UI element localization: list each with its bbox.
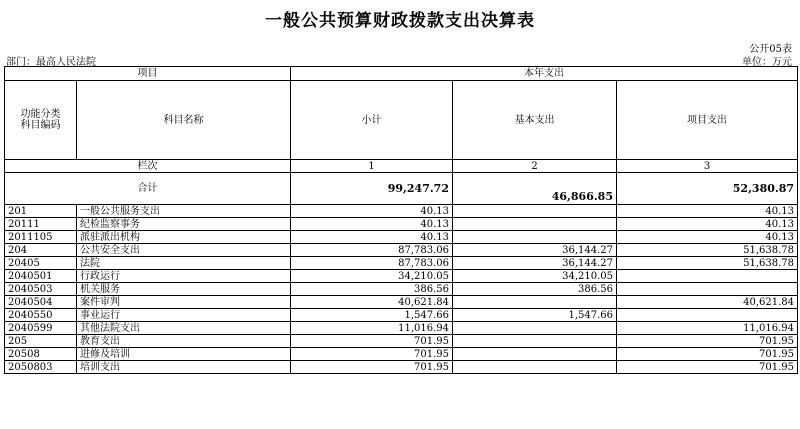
row-basic: 386.56	[453, 283, 617, 296]
row-subject-name: 公共安全支出	[77, 244, 291, 257]
row-subtotal: 40.13	[291, 218, 453, 231]
subject-name-header: 科目名称	[77, 81, 291, 160]
row-code: 20111	[5, 218, 77, 231]
row-code: 20405	[5, 257, 77, 270]
col-number-1: 1	[291, 160, 453, 173]
row-basic	[453, 335, 617, 348]
row-program: 11,016.94	[617, 322, 798, 335]
row-code: 2011105	[5, 231, 77, 244]
row-program: 701.95	[617, 335, 798, 348]
row-code: 2040504	[5, 296, 77, 309]
department-label: 部门：最高人民法院	[6, 57, 96, 68]
col-number-3: 3	[617, 160, 798, 173]
row-subtotal: 701.95	[291, 361, 453, 374]
row-subject-name: 教育支出	[77, 335, 291, 348]
row-subtotal: 40,621.84	[291, 296, 453, 309]
row-program	[617, 270, 798, 283]
table-row	[5, 361, 798, 374]
table-row	[5, 296, 798, 309]
row-basic	[453, 322, 617, 335]
row-program: 40.13	[617, 205, 798, 218]
total-row	[5, 173, 798, 205]
row-subject-name: 其他法院支出	[77, 322, 291, 335]
table-row	[5, 309, 798, 322]
row-program	[617, 283, 798, 296]
current-year-header: 本年支出	[291, 67, 798, 81]
row-subtotal: 701.95	[291, 335, 453, 348]
row-program: 51,638.78	[617, 244, 798, 257]
row-code: 20508	[5, 348, 77, 361]
row-basic	[453, 296, 617, 309]
table-row	[5, 283, 798, 296]
row-code: 201	[5, 205, 77, 218]
row-subject-name: 培训支出	[77, 361, 291, 374]
project-header: 项目	[5, 67, 291, 81]
row-program: 40.13	[617, 218, 798, 231]
row-code: 2040501	[5, 270, 77, 283]
row-subject-name: 案件审判	[77, 296, 291, 309]
row-basic	[453, 231, 617, 244]
row-basic	[453, 361, 617, 374]
row-code: 2040599	[5, 322, 77, 335]
table-row	[5, 348, 798, 361]
row-subtotal: 386.56	[291, 283, 453, 296]
row-code: 204	[5, 244, 77, 257]
row-program: 701.95	[617, 361, 798, 374]
row-subject-name: 一般公共服务支出	[77, 205, 291, 218]
row-subject-name: 纪检监察事务	[77, 218, 291, 231]
row-program: 51,638.78	[617, 257, 798, 270]
row-code: 2040503	[5, 283, 77, 296]
row-basic: 1,547.66	[453, 309, 617, 322]
row-program: 701.95	[617, 348, 798, 361]
row-code: 205	[5, 335, 77, 348]
header-row-2	[5, 81, 798, 160]
table-row	[5, 231, 798, 244]
row-basic: 34,210.05	[453, 270, 617, 283]
row-subtotal: 40.13	[291, 205, 453, 218]
total-basic: 46,866.85	[453, 173, 617, 205]
table-row	[5, 335, 798, 348]
subtotal-header: 小计	[291, 81, 453, 160]
table-row	[5, 205, 798, 218]
total-program: 52,380.87	[617, 173, 798, 205]
report-title: 一般公共预算财政拨款支出决算表	[265, 11, 535, 31]
expenditure-table	[4, 66, 798, 374]
form-code: 公开05表	[749, 44, 792, 55]
row-program: 40,621.84	[617, 296, 798, 309]
row-subtotal: 87,783.06	[291, 244, 453, 257]
row-program: 40.13	[617, 231, 798, 244]
row-subtotal: 87,783.06	[291, 257, 453, 270]
row-subject-name: 法院	[77, 257, 291, 270]
total-label: 合计	[5, 173, 291, 205]
row-subtotal: 11,016.94	[291, 322, 453, 335]
row-basic	[453, 218, 617, 231]
row-subtotal: 701.95	[291, 348, 453, 361]
table-row	[5, 244, 798, 257]
row-subject-name: 机关服务	[77, 283, 291, 296]
row-basic	[453, 348, 617, 361]
row-subtotal: 40.13	[291, 231, 453, 244]
column-label: 栏次	[5, 160, 291, 173]
row-program	[617, 309, 798, 322]
row-basic	[453, 205, 617, 218]
row-basic: 36,144.27	[453, 244, 617, 257]
header-row-1	[5, 67, 798, 81]
table-row	[5, 218, 798, 231]
total-subtotal: 99,247.72	[291, 173, 453, 205]
row-code: 2040550	[5, 309, 77, 322]
row-subtotal: 1,547.66	[291, 309, 453, 322]
row-subject-name: 派驻派出机构	[77, 231, 291, 244]
table-row	[5, 322, 798, 335]
table-row	[5, 257, 798, 270]
row-subject-name: 进修及培训	[77, 348, 291, 361]
row-subject-name: 事业运行	[77, 309, 291, 322]
row-code: 2050803	[5, 361, 77, 374]
column-number-row	[5, 160, 798, 173]
unit-label: 单位：万元	[742, 57, 792, 68]
row-basic: 36,144.27	[453, 257, 617, 270]
basic-header: 基本支出	[453, 81, 617, 160]
row-subject-name: 行政运行	[77, 270, 291, 283]
row-subtotal: 34,210.05	[291, 270, 453, 283]
func-code-header: 功能分类 科目编码	[5, 81, 77, 160]
col-number-2: 2	[453, 160, 617, 173]
program-header: 项目支出	[617, 81, 798, 160]
table-row	[5, 270, 798, 283]
